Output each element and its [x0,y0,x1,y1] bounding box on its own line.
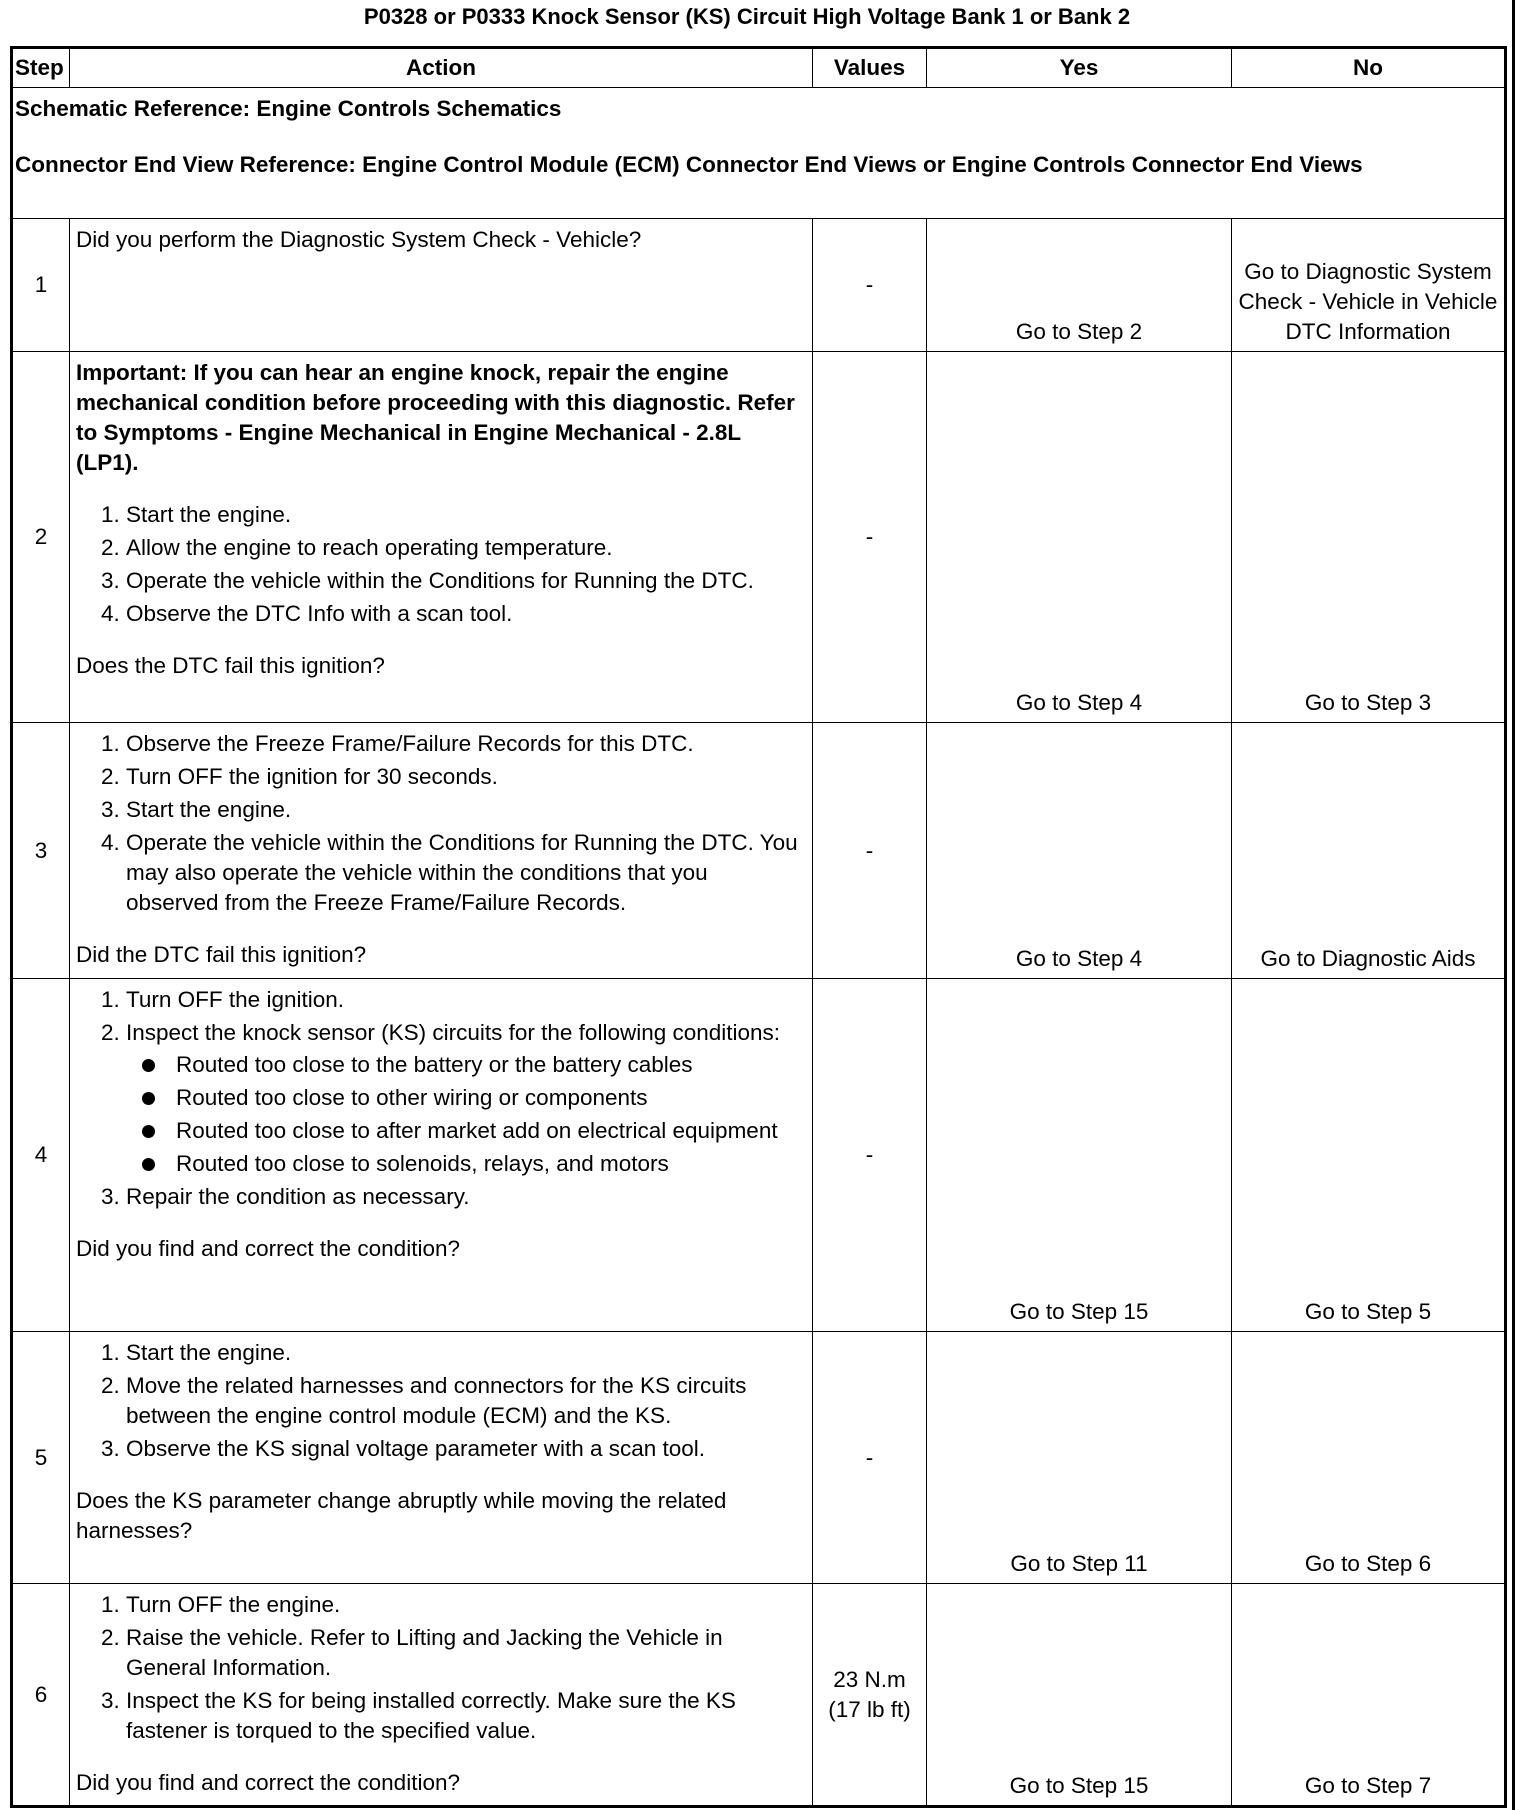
action-steps-list [76,985,806,1212]
action-cell [70,352,813,723]
action-steps-list [76,729,806,918]
page-edge-rule [1512,0,1515,1810]
values-cell: - [813,1332,927,1584]
action-steps-list [76,1590,806,1746]
no-link[interactable]: Go to Diagnostic Aids [1232,723,1506,979]
no-link[interactable]: Go to Diagnostic System Check - Vehicle in Vehicle DTC Information [1232,219,1506,352]
reference-row [12,88,1506,219]
list-item: 4. Observe the DTC Info with a scan tool. [126,599,806,629]
header-yes: Yes [927,48,1232,88]
list-item: 2. Turn OFF the ignition for 30 seconds. [126,762,806,792]
table-row [12,352,1506,723]
step-number: 3 [12,723,70,979]
table-row [12,979,1506,1332]
table-header-row [12,48,1506,88]
header-no: No [1232,48,1506,88]
action-question: Did you perform the Diagnostic System Check - Vehicle? [76,227,642,252]
action-cell [70,723,813,979]
yes-link[interactable]: Go to Step 15 [927,979,1232,1332]
list-item: 1. Turn OFF the ignition. [126,985,806,1015]
connector-reference: Connector End View Reference: Engine Control Module (ECM) Connector End Views or Engine Controls Connector End Views [15,152,1363,177]
bullet-item: Routed too close to solenoids, relays, and motors [126,1149,806,1179]
table-row [12,1332,1506,1584]
action-question: Does the DTC fail this ignition? [76,653,385,678]
list-item: 2. Move the related harnesses and connectors for the KS circuits between the engine control module (ECM) and the KS. [126,1371,806,1431]
list-item: 1. Turn OFF the engine. [126,1590,806,1620]
bullet-item: Routed too close to after market add on electrical equipment [126,1116,806,1146]
table-row [12,1584,1506,1807]
no-link[interactable]: Go to Step 7 [1232,1584,1506,1807]
list-item: 3. Inspect the KS for being installed correctly. Make sure the KS fastener is torqued to the specified value. [126,1686,806,1746]
action-cell [70,219,813,352]
header-step: Step [12,48,70,88]
yes-link[interactable]: Go to Step 4 [927,352,1232,723]
bullet-item: Routed too close to the battery or the battery cables [126,1050,806,1080]
list-item: 3. Start the engine. [126,795,806,825]
table-row [12,723,1506,979]
list-item: 3. Repair the condition as necessary. [126,1182,806,1212]
action-steps-list [76,500,806,629]
list-item: 1. Observe the Freeze Frame/Failure Records for this DTC. [126,729,806,759]
reference-cell [12,88,1506,219]
diagnostic-table [10,46,1507,1808]
action-question: Did you find and correct the condition? [76,1236,460,1261]
condition-bullet-list [126,1050,806,1179]
action-steps-list [76,1338,806,1464]
values-cell: - [813,723,927,979]
bullet-item: Routed too close to other wiring or components [126,1083,806,1113]
important-note: Important: If you can hear an engine knock, repair the engine mechanical condition before proceeding with this diagnostic. Refer to Symptoms - Engine Mechanical in Engine Mechanical - 2.8L (LP1). [76,360,795,475]
yes-link[interactable]: Go to Step 11 [927,1332,1232,1584]
values-cell [813,1584,927,1807]
torque-value-metric: 23 N.m [833,1666,906,1692]
list-item: 2. Raise the vehicle. Refer to Lifting and Jacking the Vehicle in General Information. [126,1623,806,1683]
action-question: Did the DTC fail this ignition? [76,942,367,967]
values-cell: - [813,352,927,723]
values-cell: - [813,979,927,1332]
no-link[interactable]: Go to Step 5 [1232,979,1506,1332]
yes-link[interactable]: Go to Step 2 [927,219,1232,352]
action-question: Did you find and correct the condition? [76,1770,460,1795]
schematic-reference: Schematic Reference: Engine Controls Schematics [15,96,562,121]
list-item: 2. Allow the engine to reach operating temperature. [126,533,806,563]
step-number: 6 [12,1584,70,1807]
yes-link[interactable]: Go to Step 4 [927,723,1232,979]
no-link[interactable]: Go to Step 6 [1232,1332,1506,1584]
header-action: Action [70,48,813,88]
list-item-text: Inspect the knock sensor (KS) circuits for the following conditions: [126,1020,781,1045]
action-cell [70,1584,813,1807]
action-question: Does the KS parameter change abruptly while moving the related harnesses? [76,1488,727,1543]
header-values: Values [813,48,927,88]
list-item: 3. Observe the KS signal voltage parameter with a scan tool. [126,1434,806,1464]
step-number: 5 [12,1332,70,1584]
list-item: 4. Operate the vehicle within the Conditions for Running the DTC. You may also operate the vehicle within the conditions that you observed from the Freeze Frame/Failure Records. [126,828,806,918]
list-item: 1. Start the engine. [126,1338,806,1368]
list-item: 1. Start the engine. [126,500,806,530]
list-item [126,1018,806,1179]
values-cell: - [813,219,927,352]
torque-value-imperial: (17 lb ft) [828,1696,911,1722]
step-number: 2 [12,352,70,723]
yes-link[interactable]: Go to Step 15 [927,1584,1232,1807]
step-number: 1 [12,219,70,352]
page-title: P0328 or P0333 Knock Sensor (KS) Circuit High Voltage Bank 1 or Bank 2 [363,4,1131,29]
list-item: 3. Operate the vehicle within the Conditions for Running the DTC. [126,566,806,596]
action-cell [70,1332,813,1584]
table-row [12,219,1506,352]
step-number: 4 [12,979,70,1332]
action-cell [70,979,813,1332]
no-link[interactable]: Go to Step 3 [1232,352,1506,723]
